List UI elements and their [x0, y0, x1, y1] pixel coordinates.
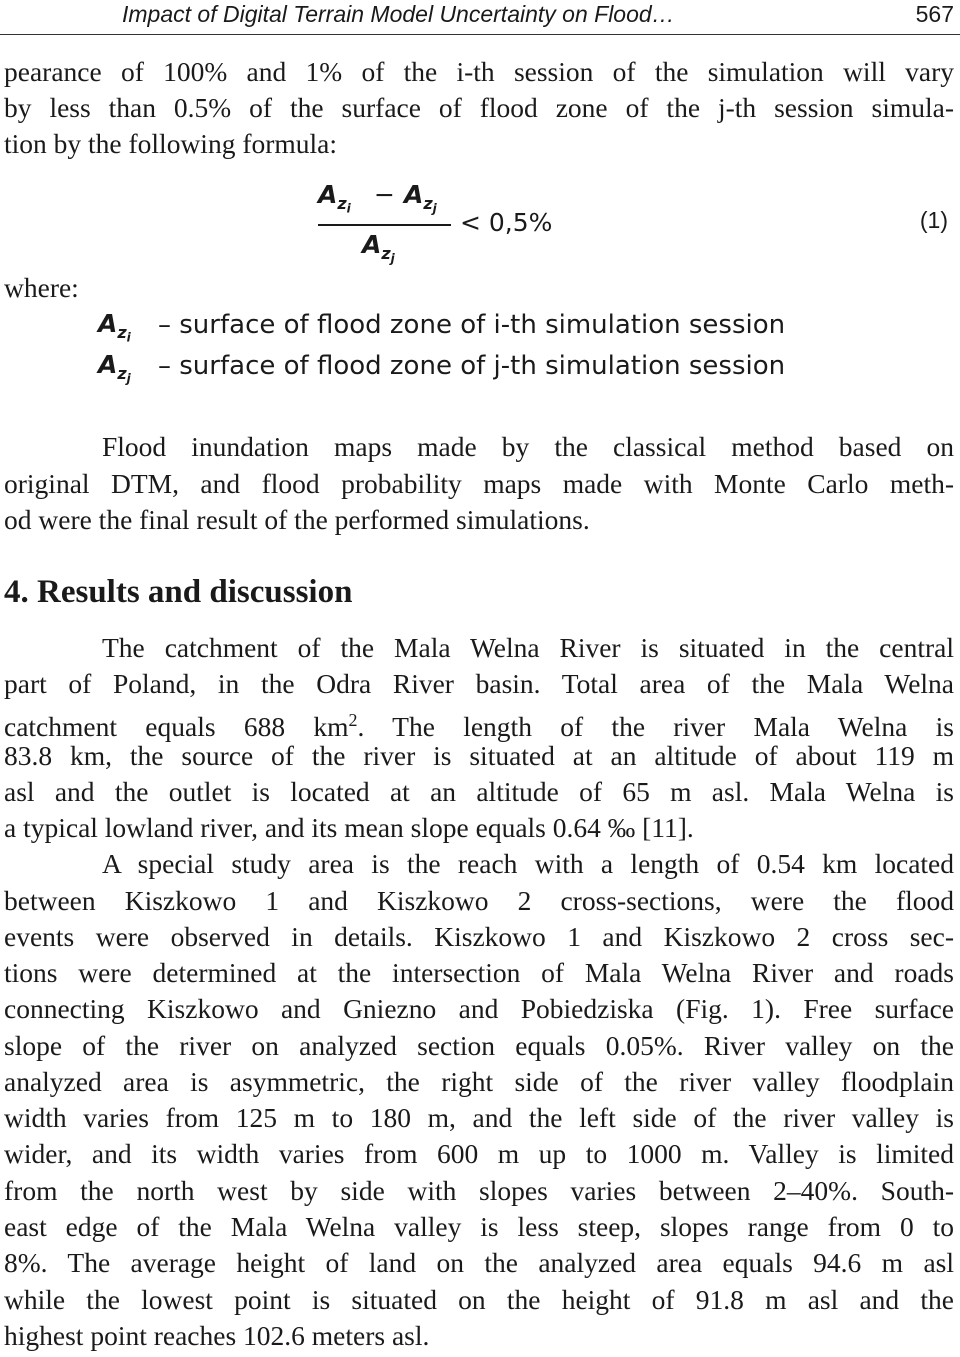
- equation-relation: < 0,5%: [460, 208, 553, 237]
- definition-symbol-j: $A_{z_j}$: [98, 350, 131, 386]
- definition-text-j: – surface of flood zone of j-th simulation session: [158, 351, 786, 381]
- text-line: asl and the outlet is located at an altitude of 65 m asl. Mala Welna is: [4, 776, 954, 807]
- equation-numerator-term-j: $A_{z_j}$: [404, 180, 437, 216]
- text-line: tions were determined at the intersection of Mala Welna River and roads: [4, 957, 954, 988]
- text-line: catchment equals 688 $km^2$. The length of the river Mala Welna is: [4, 710, 954, 743]
- text-line: while the lowest point is situated on the height of 91.8 m asl and the: [4, 1284, 954, 1315]
- text-line: connecting Kiszkowo and Gniezno and Pobiedziska (Fig. 1). Free surface: [4, 993, 954, 1024]
- text-line: The catchment of the Mala Welna River is situated in the central: [102, 632, 954, 663]
- text-line: od were the final result of the performed simulations.: [4, 504, 590, 535]
- text-line: events were observed in details. Kiszkowo 1 and Kiszkowo 2 cross sec-: [4, 921, 954, 952]
- definition-symbol-i: $A_{z_i}$: [98, 309, 131, 345]
- text-line: analyzed area is asymmetric, the right side of the river valley floodplain: [4, 1066, 954, 1097]
- running-title: Impact of Digital Terrain Model Uncertainty on Flood…: [122, 1, 675, 27]
- text-line: original DTM, and flood probability maps made with Monte Carlo meth-: [4, 468, 954, 499]
- text-line: a typical lowland river, and its mean slope equals 0.64 ‰ [11].: [4, 812, 694, 843]
- text-line: width varies from 125 m to 180 m, and the left side of the river valley is: [4, 1102, 954, 1133]
- text-line: highest point reaches 102.6 meters asl.: [4, 1320, 430, 1351]
- text-line: from the north west by side with slopes varies between 2–40%. South-: [4, 1175, 954, 1206]
- text-line: east edge of the Mala Welna valley is less steep, slopes range from 0 to: [4, 1211, 954, 1242]
- page-number: 567: [915, 1, 954, 27]
- equation-number: (1): [919, 207, 948, 233]
- equation-minus: −: [374, 180, 395, 209]
- definition-text-i: – surface of flood zone of i-th simulation session: [158, 310, 786, 340]
- section-heading: 4. Results and discussion: [4, 574, 353, 610]
- text-line: A special study area is the reach with a length of 0.54 km located: [102, 848, 954, 879]
- text-line: Flood inundation maps made by the classical method based on: [102, 431, 954, 462]
- text-line: slope of the river on analyzed section equals 0.05%. River valley on the: [4, 1030, 954, 1061]
- where-label: where:: [4, 272, 79, 303]
- text-line: wider, and its width varies from 600 m up to 1000 m. Valley is limited: [4, 1138, 954, 1169]
- text-line: 8%. The average height of land on the analyzed area equals 94.6 m asl: [4, 1247, 954, 1278]
- text-line: tion by the following formula:: [4, 128, 338, 159]
- equation-numerator-term-i: $A_{z_i}$: [318, 180, 351, 216]
- text-line: 83.8 km, the source of the river is situated at an altitude of about 119 m: [4, 740, 954, 771]
- page-header: [0, 0, 960, 34]
- text-line: part of Poland, in the Odra River basin. Total area of the Mala Welna: [4, 668, 954, 699]
- header-rule: [0, 34, 960, 35]
- text-line: between Kiszkowo 1 and Kiszkowo 2 cross-sections, were the flood: [4, 885, 954, 916]
- equation-denominator: $A_{z_j}$: [362, 230, 395, 266]
- text-line: pearance of 100% and 1% of the i-th session of the simulation will vary: [4, 56, 954, 87]
- fraction-bar: [318, 224, 451, 226]
- text-line: by less than 0.5% of the surface of flood zone of the j-th session simula-: [4, 92, 954, 123]
